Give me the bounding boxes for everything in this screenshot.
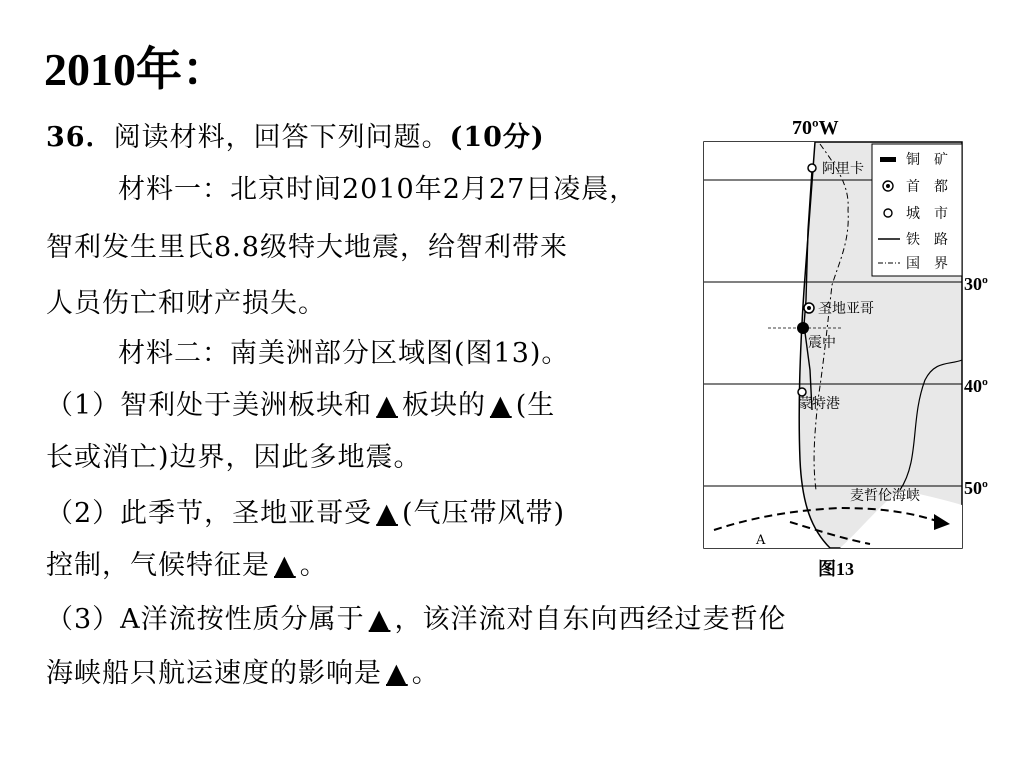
material1-line2: 智利发生里氏8.8级特大地震，给智利带来 [46,232,568,263]
figure-caption: 图13 [818,559,854,579]
slide-title: 2010年： [44,44,228,95]
material1-line1: 材料一：北京时间2010年2月27日凌晨， [118,174,638,205]
legend-capital-label: 首 都 [906,179,948,195]
material1-line3: 人员伤亡和财产损失。 [46,288,326,319]
lat-50-label: 50º [964,478,988,498]
q2-line1 [46,494,565,534]
q2-text-c: 控制，气候特征是 [46,550,270,581]
city-montt-label: 蒙特港 [798,396,840,412]
q1-blank-2: ▲ [489,390,512,421]
q3-text-c: 海峡船只航运速度的影响是 [46,658,382,689]
epicenter-label: 震中 [808,335,836,351]
q2-text-d: 。 [299,550,328,581]
q1-line2: 长或消亡)边界，因此多地震。 [46,442,422,473]
question-score: (10分) [449,122,545,153]
legend-capital-dot [886,184,890,188]
current-a-label: A [756,533,766,548]
legend-copper-icon [880,157,896,162]
q3-text-b: ，该洋流对自东向西经过麦哲伦 [394,604,787,635]
q3-blank-1: ▲ [368,604,391,635]
city-arica-marker [808,164,816,172]
q2-blank-1: ▲ [376,498,398,529]
legend-city-icon [884,209,892,217]
q3-line1 [46,600,786,640]
city-arica-label: 阿里卡 [822,161,864,177]
question-stem: 阅读材料，回答下列问题。 [113,122,450,153]
q3-blank-2: ▲ [386,658,408,689]
strait-label: 麦哲伦海峡 [850,488,920,504]
q1-text-a: （1）智利处于美洲板块和 [46,390,373,421]
q3-text-a: （3）A洋流按性质分属于 [46,604,365,635]
city-santiago-label: 圣地亚哥 [818,301,874,317]
longitude-label: 70ºW [792,117,839,139]
q1-text-c: (生 [515,390,556,421]
q2-line2 [46,546,328,586]
q2-text-b: (气压带风带) [401,498,566,529]
figure-13-map [700,110,1000,590]
capital-dot [807,306,811,310]
epicenter-marker [797,322,809,334]
q1-blank-1: ▲ [376,390,398,421]
question-number: 36． [46,122,114,153]
q2-blank-2: ▲ [274,550,296,581]
q3-text-d: 。 [411,658,440,689]
lat-40-label: 40º [964,376,988,396]
material2-line: 材料二：南美洲部分区域图(图13)。 [118,338,570,369]
question-header [46,118,545,158]
legend-railway-label: 铁 路 [906,232,948,248]
legend-border-label: 国 界 [906,256,948,272]
legend-city-label: 城 市 [906,206,948,222]
q3-line2 [46,654,440,694]
city-montt-marker [798,388,806,396]
legend-copper-label: 铜 矿 [906,152,948,168]
lat-30-label: 30º [964,274,988,294]
q1-text-b: 板块的 [401,390,486,421]
q1-line1 [46,386,555,426]
q2-text-a: （2）此季节，圣地亚哥受 [46,498,373,529]
south-america-map [700,110,1000,590]
